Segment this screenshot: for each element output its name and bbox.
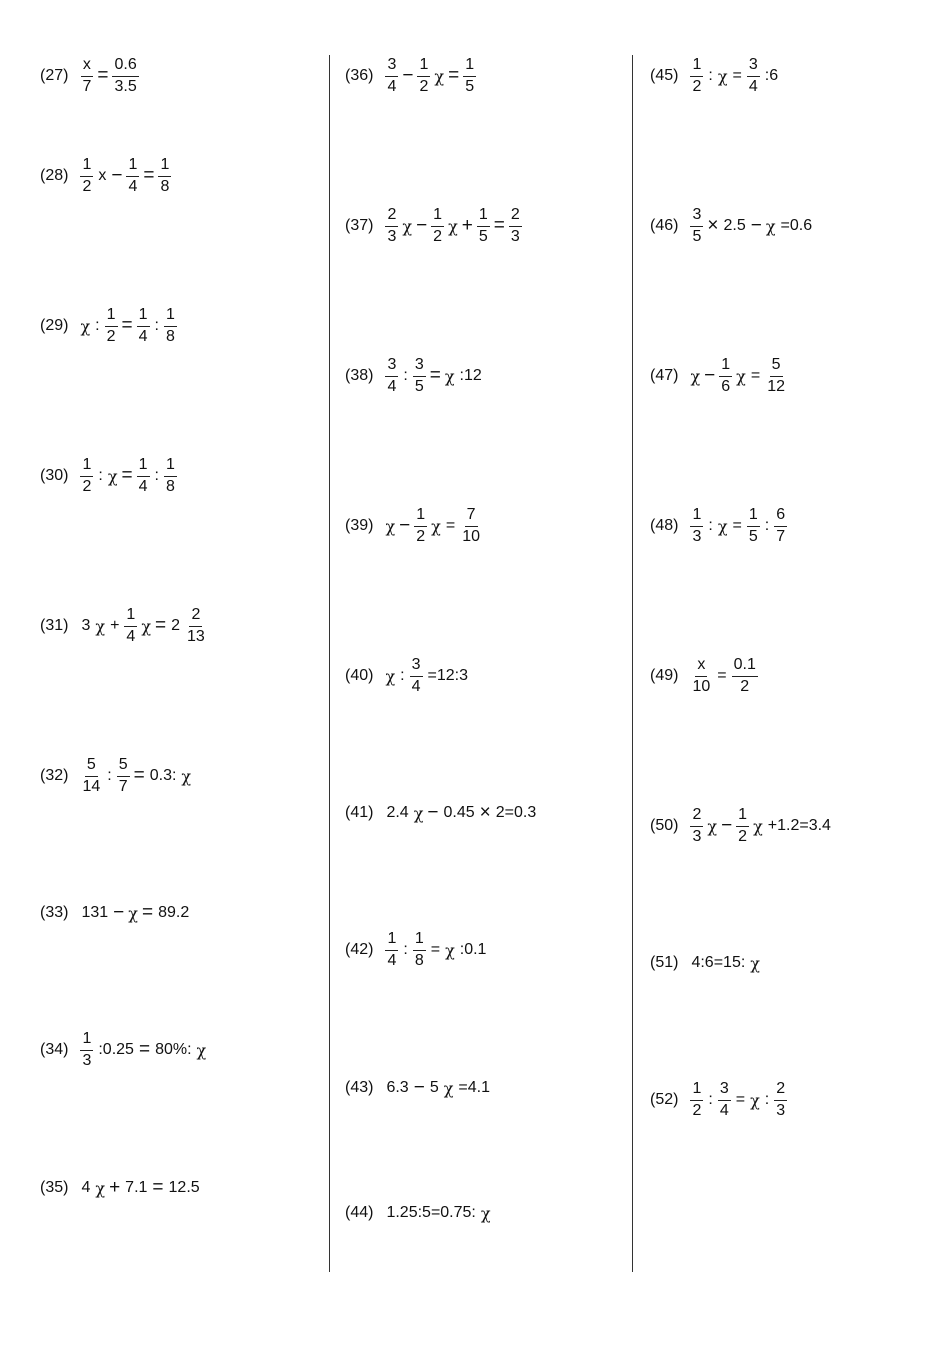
expression-text: =0.6	[780, 217, 813, 234]
numerator: 3	[747, 56, 760, 76]
numerator: 2	[774, 1080, 787, 1100]
fraction	[112, 56, 138, 96]
operator: −	[113, 902, 125, 923]
operator: ×	[707, 215, 719, 236]
operator: =	[429, 365, 441, 386]
problem-number: (33)	[40, 904, 69, 921]
denominator: 7	[776, 527, 786, 545]
problem-48	[650, 496, 789, 556]
problem-33	[40, 883, 192, 943]
variable-chi: χ	[431, 516, 441, 536]
numerator: 0.1	[732, 656, 758, 676]
problem-49	[650, 646, 760, 706]
problem-number: (44)	[345, 1204, 374, 1221]
numerator: 1	[80, 456, 93, 476]
problem-number: (32)	[40, 767, 69, 784]
problem-number: (31)	[40, 617, 69, 634]
variable-chi: χ	[413, 803, 424, 823]
numerator: 1	[690, 506, 703, 526]
fraction	[385, 56, 398, 96]
variable-chi: χ	[717, 66, 728, 86]
operator: =	[448, 65, 460, 86]
variable-chi: χ	[445, 940, 455, 960]
denominator: 7	[82, 77, 92, 95]
operator: =	[133, 765, 145, 786]
denominator: 3	[692, 527, 702, 545]
operator: −	[111, 165, 123, 186]
problem-35	[40, 1158, 203, 1218]
denominator: 8	[165, 327, 175, 345]
expression-text: :	[403, 367, 408, 384]
expression-text: =	[430, 941, 441, 958]
numerator: 1	[417, 56, 430, 76]
expression-text: +1.2=3.4	[767, 817, 831, 834]
problem-number: (35)	[40, 1179, 69, 1196]
operator: −	[750, 215, 762, 236]
fraction	[718, 1080, 731, 1120]
expression-text: :	[95, 317, 100, 334]
denominator: 4	[719, 1101, 729, 1119]
problem-number: (34)	[40, 1041, 69, 1058]
denominator: 2	[106, 327, 116, 345]
fraction	[774, 1080, 787, 1120]
numerator: 7	[465, 506, 478, 526]
problem-number: (50)	[650, 817, 679, 834]
problem-37	[345, 196, 524, 256]
numerator: 1	[137, 306, 150, 326]
problem-32	[40, 746, 193, 806]
expression-text: =4.1	[458, 1079, 491, 1096]
numerator: 1	[414, 506, 427, 526]
expression-text: :0.1	[459, 941, 487, 958]
expression-text: :	[764, 1091, 770, 1108]
fraction	[385, 206, 398, 246]
denominator: 4	[138, 327, 148, 345]
expression-text: 2=0.3	[495, 804, 537, 821]
numerator: 1	[164, 456, 177, 476]
problem-number: (45)	[650, 67, 679, 84]
denominator: 12	[767, 377, 786, 395]
numerator: 2	[509, 206, 522, 226]
numerator: 0.6	[112, 56, 138, 76]
fraction	[137, 456, 150, 496]
column-divider-left	[329, 55, 330, 1272]
fraction	[690, 206, 703, 246]
expression-text: 4	[81, 1179, 91, 1196]
variable-chi: χ	[750, 953, 760, 973]
fraction	[765, 356, 787, 396]
expression-text: :	[107, 767, 112, 784]
denominator: 3	[387, 227, 397, 245]
fraction	[690, 806, 703, 846]
numerator: x	[695, 656, 707, 676]
variable-chi: χ	[95, 1178, 106, 1198]
problem-29	[40, 296, 179, 356]
variable-chi: χ	[385, 516, 396, 536]
problem-number: (49)	[650, 667, 679, 684]
problem-number: (39)	[345, 517, 374, 534]
denominator: 10	[692, 677, 711, 695]
denominator: 2	[738, 827, 748, 845]
denominator: 8	[165, 477, 175, 495]
numerator: 3	[413, 356, 426, 376]
expression-text: :12	[459, 367, 482, 384]
variable-chi: χ	[128, 903, 138, 923]
denominator: 5	[748, 527, 758, 545]
fraction	[463, 56, 476, 96]
denominator: 7	[118, 777, 128, 795]
numerator: 1	[477, 206, 490, 226]
operator: −	[402, 65, 414, 86]
operator: −	[399, 515, 411, 536]
numerator: 1	[747, 506, 760, 526]
fraction	[124, 606, 137, 646]
fraction	[413, 930, 426, 970]
denominator: 2	[692, 1101, 702, 1119]
operator: ×	[479, 802, 491, 823]
variable-chi: χ	[765, 216, 776, 236]
numerator: 6	[774, 506, 787, 526]
problem-52	[650, 1070, 789, 1130]
fraction	[117, 756, 130, 796]
denominator: 4	[748, 77, 758, 95]
expression-text: :	[708, 517, 713, 534]
denominator: 4	[387, 951, 397, 969]
expression-text: =	[732, 517, 742, 534]
expression-text: :	[154, 317, 159, 334]
denominator: 4	[138, 477, 148, 495]
numerator: 1	[80, 156, 93, 176]
denominator: 3.5	[114, 77, 137, 95]
problem-36	[345, 46, 478, 106]
denominator: 2	[82, 477, 92, 495]
problem-31	[40, 596, 209, 656]
fraction	[431, 206, 444, 246]
operator: =	[121, 465, 133, 486]
problem-number: (43)	[345, 1079, 374, 1096]
fraction	[105, 306, 118, 346]
expression-text: 4:6=15:	[691, 954, 746, 971]
denominator: 14	[82, 777, 101, 795]
numerator: 1	[158, 156, 171, 176]
fraction	[747, 506, 760, 546]
denominator: 3	[692, 827, 702, 845]
expression-text: :	[98, 467, 103, 484]
expression-text: 131	[81, 904, 109, 921]
problem-51	[650, 933, 762, 993]
fraction	[736, 806, 749, 846]
denominator: 2	[692, 77, 702, 95]
expression-text: x	[98, 167, 107, 184]
expression-text: :	[708, 67, 713, 84]
expression-text: 6.3	[386, 1079, 409, 1096]
fraction	[185, 606, 207, 646]
operator: −	[416, 215, 428, 236]
operator: =	[141, 902, 154, 923]
numerator: 1	[164, 306, 177, 326]
expression-text: 1.25:5=0.75:	[386, 1204, 476, 1221]
fraction	[774, 506, 787, 546]
denominator: 5	[478, 227, 488, 245]
fraction	[690, 1080, 703, 1120]
fraction	[126, 156, 139, 196]
problem-number: (38)	[345, 367, 374, 384]
operator: =	[121, 315, 133, 336]
column-divider-right	[632, 55, 633, 1272]
problem-number: (42)	[345, 941, 374, 958]
numerator: 3	[410, 656, 423, 676]
variable-chi: χ	[717, 516, 728, 536]
fraction	[164, 306, 177, 346]
operator: =	[138, 1039, 151, 1060]
expression-text: 0.45	[443, 804, 475, 821]
numerator: 1	[736, 806, 749, 826]
expression-text: :0.25	[98, 1041, 134, 1058]
numerator: 5	[770, 356, 783, 376]
numerator: 3	[385, 356, 398, 376]
numerator: 3	[690, 206, 703, 226]
expression-text: +	[110, 617, 120, 634]
expression-text: 2.4	[386, 804, 409, 821]
problem-number: (46)	[650, 217, 679, 234]
variable-chi: χ	[141, 616, 152, 636]
variable-chi: χ	[95, 616, 106, 636]
operator: +	[109, 1177, 121, 1198]
fraction	[690, 506, 703, 546]
fraction	[460, 506, 482, 546]
numerator: 1	[719, 356, 732, 376]
numerator: 1	[137, 456, 150, 476]
denominator: 2	[419, 77, 429, 95]
problem-number: (47)	[650, 367, 679, 384]
expression-text: =	[717, 667, 727, 684]
problem-30	[40, 446, 179, 506]
denominator: 5	[465, 77, 475, 95]
problem-28	[40, 146, 173, 206]
expression-text: 3	[81, 617, 91, 634]
problem-47	[650, 346, 789, 406]
denominator: 3	[82, 1051, 92, 1069]
expression-text: =	[732, 67, 742, 84]
expression-text: 5	[429, 1079, 439, 1096]
problem-number: (28)	[40, 167, 69, 184]
problem-number: (48)	[650, 517, 679, 534]
variable-chi: χ	[181, 766, 192, 786]
numerator: 1	[690, 56, 703, 76]
denominator: 5	[414, 377, 424, 395]
problem-number: (36)	[345, 67, 374, 84]
denominator: 10	[462, 527, 481, 545]
fraction	[80, 756, 102, 796]
operator: −	[427, 802, 439, 823]
expression-text: :	[403, 941, 408, 958]
variable-chi: χ	[707, 816, 718, 836]
problem-46	[650, 196, 815, 256]
expression-text: 0.3:	[149, 767, 177, 784]
problem-41	[345, 783, 539, 843]
fraction	[158, 156, 171, 196]
denominator: 2	[82, 177, 92, 195]
numerator: 1	[690, 1080, 703, 1100]
fraction	[137, 306, 150, 346]
numerator: 1	[126, 156, 139, 176]
fraction	[690, 56, 703, 96]
expression-text: :6	[764, 67, 779, 84]
variable-chi: χ	[444, 366, 455, 386]
expression-text: 12.5	[168, 1179, 200, 1196]
fraction	[80, 456, 93, 496]
numerator: 1	[80, 1030, 93, 1050]
denominator: 2	[740, 677, 750, 695]
variable-chi: χ	[107, 466, 118, 486]
problem-43	[345, 1058, 493, 1118]
fraction	[164, 456, 177, 496]
fraction	[410, 656, 423, 696]
variable-chi: χ	[385, 666, 396, 686]
variable-chi: χ	[443, 1078, 454, 1098]
fraction	[477, 206, 490, 246]
problem-38	[345, 346, 485, 406]
operator: =	[155, 615, 167, 636]
expression-text: :	[400, 667, 405, 684]
expression-text: =	[750, 367, 761, 384]
denominator: 6	[721, 377, 731, 395]
expression-text: :	[154, 467, 159, 484]
problem-50	[650, 796, 834, 856]
problem-number: (40)	[345, 667, 374, 684]
expression-text: =12:3	[427, 667, 468, 684]
numerator: 1	[124, 606, 137, 626]
denominator: 5	[692, 227, 702, 245]
fraction	[417, 56, 430, 96]
expression-text: 2	[171, 617, 181, 634]
expression-text: 2.5	[723, 217, 746, 234]
operator: +	[461, 215, 473, 236]
numerator: 1	[105, 306, 118, 326]
denominator: 8	[414, 951, 424, 969]
problem-44	[345, 1183, 493, 1243]
variable-chi: χ	[480, 1203, 491, 1223]
expression-text: =	[445, 517, 456, 534]
numerator: 1	[385, 930, 398, 950]
problem-45	[650, 46, 781, 106]
expression-text: 80%:	[155, 1041, 192, 1058]
denominator: 4	[128, 177, 138, 195]
fraction	[413, 356, 426, 396]
variable-chi: χ	[402, 216, 413, 236]
denominator: 2	[416, 527, 426, 545]
fraction	[732, 656, 758, 696]
problem-number: (51)	[650, 954, 679, 971]
denominator: 13	[187, 627, 205, 645]
denominator: 2	[433, 227, 443, 245]
problem-40	[345, 646, 471, 706]
fraction	[385, 356, 398, 396]
denominator: 4	[387, 77, 397, 95]
numerator: 3	[385, 56, 398, 76]
denominator: 3	[776, 1101, 786, 1119]
numerator: 1	[413, 930, 426, 950]
fraction	[690, 656, 712, 696]
problem-number: (41)	[345, 804, 374, 821]
operator: −	[721, 815, 733, 836]
expression-text: 89.2	[158, 904, 190, 921]
operator: =	[493, 215, 505, 236]
fraction	[80, 56, 93, 96]
variable-chi: χ	[80, 316, 91, 336]
operator: −	[704, 365, 716, 386]
expression-text: =	[735, 1091, 746, 1108]
fraction	[80, 156, 93, 196]
expression-text: 7.1	[125, 1179, 148, 1196]
numerator: 5	[85, 756, 98, 776]
problem-27	[40, 46, 141, 106]
operator: −	[413, 1077, 425, 1098]
numerator: 2	[385, 206, 398, 226]
variable-chi: χ	[690, 366, 701, 386]
problem-34	[40, 1020, 208, 1080]
problem-number: (37)	[345, 217, 374, 234]
problem-39	[345, 496, 484, 556]
problem-number: (52)	[650, 1091, 679, 1108]
numerator: 2	[189, 606, 202, 626]
operator: =	[97, 65, 109, 86]
operator: =	[152, 1177, 164, 1198]
problem-42	[345, 920, 489, 980]
operator: =	[143, 165, 155, 186]
numerator: x	[81, 56, 93, 76]
problem-number: (30)	[40, 467, 69, 484]
denominator: 8	[160, 177, 170, 195]
numerator: 1	[431, 206, 444, 226]
denominator: 4	[387, 377, 397, 395]
problem-number: (29)	[40, 317, 69, 334]
fraction	[80, 1030, 93, 1070]
expression-text: :	[708, 1091, 713, 1108]
denominator: 3	[510, 227, 520, 245]
numerator: 3	[718, 1080, 731, 1100]
variable-chi: χ	[750, 1090, 760, 1110]
variable-chi: χ	[448, 216, 458, 236]
variable-chi: χ	[196, 1040, 207, 1060]
fraction	[719, 356, 732, 396]
problem-number: (27)	[40, 67, 69, 84]
numerator: 1	[463, 56, 476, 76]
numerator: 2	[690, 806, 703, 826]
variable-chi: χ	[434, 66, 445, 86]
expression-text: :	[764, 517, 770, 534]
fraction	[385, 930, 398, 970]
denominator: 4	[126, 627, 136, 645]
fraction	[747, 56, 760, 96]
fraction	[414, 506, 427, 546]
numerator: 5	[117, 756, 130, 776]
denominator: 4	[411, 677, 421, 695]
fraction	[509, 206, 522, 246]
variable-chi: χ	[736, 366, 746, 386]
variable-chi: χ	[753, 816, 763, 836]
